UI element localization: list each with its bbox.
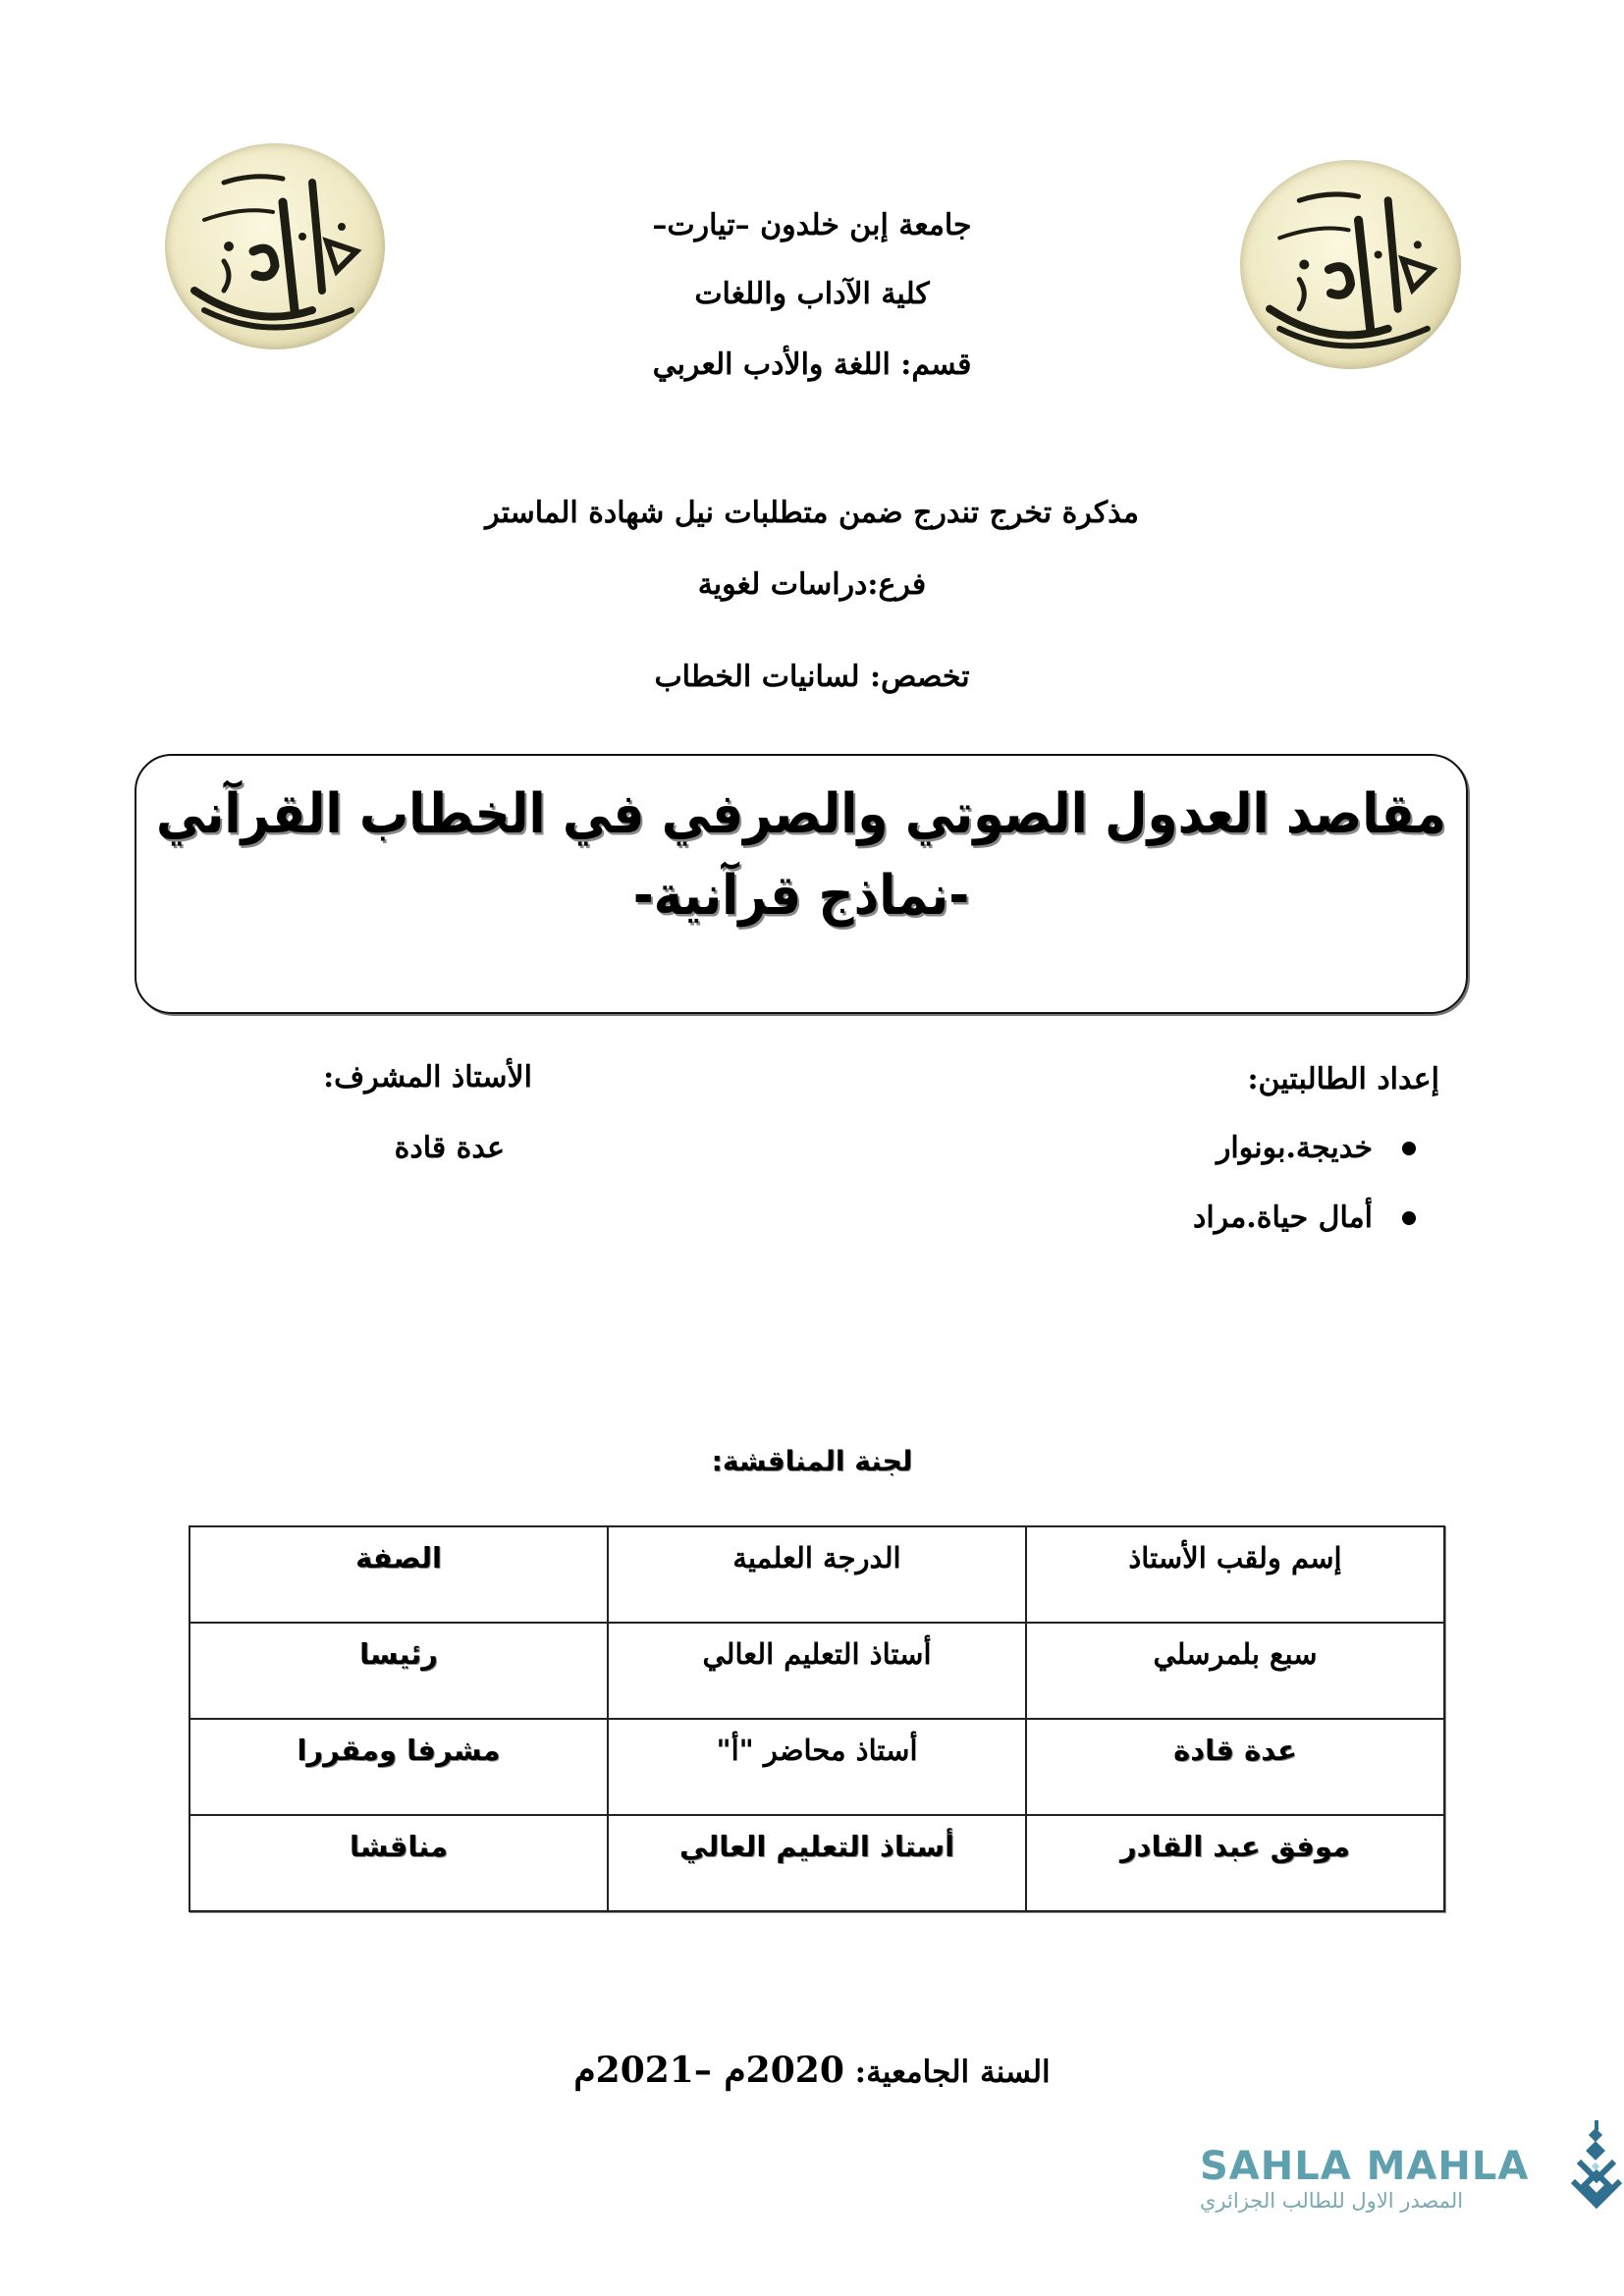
cell-rank: أستاذ التعليم العالي [608,1623,1026,1719]
academic-year-label: السنة الجامعية: [854,2055,1051,2090]
thesis-branch: فرع:دراسات لغوية [697,567,927,602]
committee-label: لجنة المناقشة: [711,1445,913,1477]
table-row [189,1815,1444,1911]
header-cell-rank: الدرجة العلمية [608,1526,1026,1623]
calligraphy-emblem-icon [1240,160,1461,369]
thesis-type: مذكرة تخرج تندرج ضمن متطلبات نيل شهادة الماستر [485,496,1139,530]
supervisor-label: الأستاذ المشرف: [323,1060,532,1095]
sahla-mahla-logo-icon [1569,2120,1624,2218]
university-logo-left [165,143,385,349]
table-row [189,1719,1444,1815]
student-name: أمال حياة.مراد [1192,1201,1373,1235]
calligraphy-emblem-icon [165,143,385,349]
cell-name: سبع بلمرسلي [1026,1623,1444,1719]
student-item [1193,1201,1416,1235]
cell-rank: أستاذ التعليم العالي [608,1815,1026,1911]
student-item [1217,1131,1416,1165]
cell-role: رئيسا [189,1623,608,1719]
committee-table [189,1525,1445,1912]
academic-year-value: 2020م –2021م [573,2050,844,2091]
bullet-icon [1402,1142,1416,1155]
thesis-title-line2: -نماذج قرآنية- [632,863,970,928]
table-header-row [189,1526,1444,1623]
bullet-icon [1402,1211,1416,1225]
thesis-title-line1: مقاصد العدول الصوتي والصرفي في الخطاب القرآني [156,781,1446,846]
header-cell-role: الصفة [189,1526,608,1623]
thesis-title-box [135,754,1468,1014]
cell-role: مناقشا [189,1815,608,1911]
supervisor-name: عدة قادة [394,1131,505,1165]
university-logo-right [1240,160,1461,369]
university-name: جامعة إبن خلدون –تيارت– [652,208,972,242]
header-cell-name: إسم ولقب الأستاذ [1026,1526,1444,1623]
watermark-subtitle: المصدر الاول للطالب الجزائري [1200,2189,1464,2213]
academic-year [0,2050,1624,2091]
cell-name: موفق عبد القادر [1026,1815,1444,1911]
faculty-name: كلية الآداب واللغات [694,277,930,311]
cell-role: مشرفا ومقررا [189,1719,608,1815]
watermark-title: SAHLA MAHLA [1200,2144,1530,2189]
cell-rank: أستاذ محاضر "أ" [608,1719,1026,1815]
thesis-specialty: تخصص: لسانيات الخطاب [654,660,970,694]
sahla-mahla-watermark [1178,2120,1624,2228]
table-row [189,1623,1444,1719]
students-label: إعداد الطالبتين: [1247,1062,1439,1096]
department-name: قسم: اللغة والأدب العربي [652,347,972,382]
student-name: خديجة.بونوار [1216,1131,1373,1165]
cell-name: عدة قادة [1026,1719,1444,1815]
